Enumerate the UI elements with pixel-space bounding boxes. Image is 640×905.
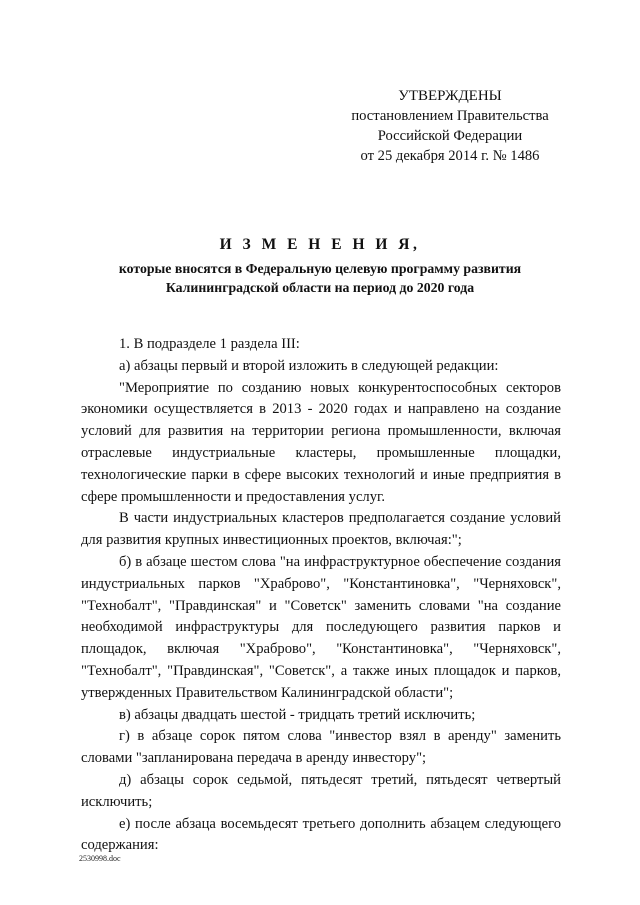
paragraph: е) после абзаца восемьдесят третьего дополнить абзацем следующего содержания: [81,815,561,854]
approval-line-2: Российской Федерации [377,128,523,144]
paragraph: 1. В подразделе 1 раздела III: [119,336,300,352]
subtitle-line-1: которые вносятся в Федеральную целевую программу развития [118,261,522,276]
document-subtitle [60,259,580,297]
paragraph: а) абзацы первый и второй изложить в следующей редакции: [119,357,499,374]
paragraph: В части индустриальных кластеров предполагается создание условий для развития крупных инвестиционных проектов, включая:"; [81,510,561,549]
file-name-footer: 2530998.doc [79,854,121,863]
approval-heading: УТВЕРЖДЕНЫ [398,88,502,104]
paragraph: "Мероприятие по созданию новых конкурентоспособных секторов экономики осуществляется в 2013 - 2020 годах и направлено на создание условий для развития на территории региона промышленности, включая отраслевые индустриальные кластеры, промышленные площадки, технологические парки в сфере высоких технологий и иные предприятия в сфере промышленности и предоставления услуг. [81,379,561,505]
paragraph: б) в абзаце шестом слова "на инфраструктурное обеспечение создания индустриальных парков "Храброво", "Константиновка", "Черняховск", "Технобалт", "Правдинская" и "Советск" заменить словами "на создание необходимой инфраструктуры для последующего развития парков и площадок, включая "Храброво", "Константиновка", "Черняховск", "Технобалт", "Правдинская", "Советск", а также иных площадок и парков, утвержденных Правительством Калининградской области"; [81,553,561,701]
paragraph: г) в абзаце сорок пятом слова "инвестор взял в аренду" заменить словами "запланирована передача в аренду инвестору"; [81,728,561,767]
approval-line-3: от 25 декабря 2014 г. № 1486 [360,148,540,164]
document-title: И З М Е Н Е Н И Я, [219,236,421,253]
paragraph: в) абзацы двадцать шестой - тридцать третий исключить; [119,706,476,723]
subtitle-line-2: Калининградской области на период до 2020 года [165,280,475,295]
approval-line-1: постановлением Правительства [351,108,549,124]
document-body [81,334,561,857]
paragraph: д) абзацы сорок седьмой, пятьдесят третий, пятьдесят четвертый исключить; [81,771,561,810]
approval-block [330,86,570,166]
